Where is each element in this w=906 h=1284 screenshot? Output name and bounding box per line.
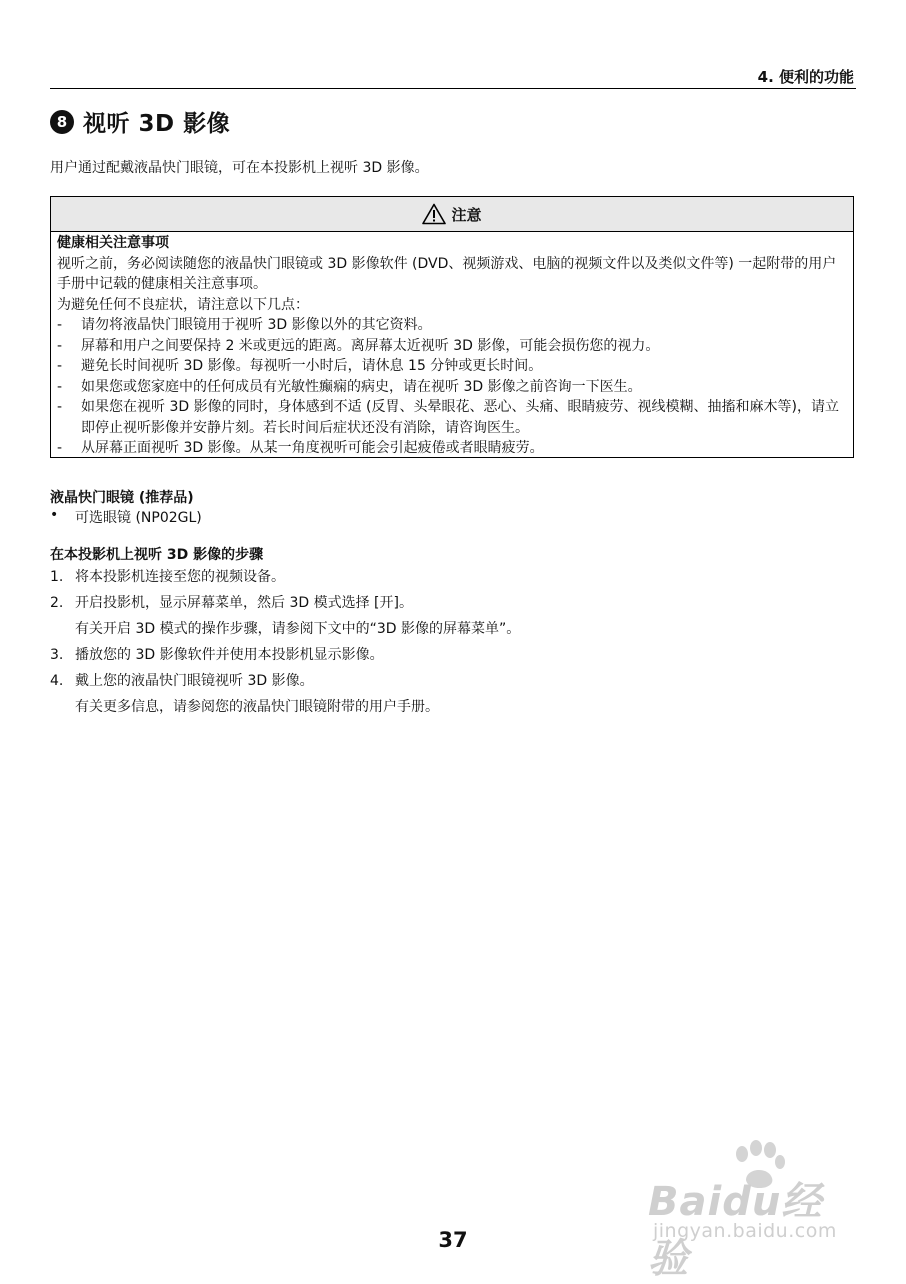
caution-box xyxy=(50,196,854,458)
caution-header xyxy=(51,197,853,232)
caution-heading: 注意 xyxy=(451,205,482,224)
title-text: 视听 3D 影像 xyxy=(83,111,231,137)
caution-item: - 请勿将液晶快门眼镜用于视听 3D 影像以外的其它资料。 xyxy=(57,315,847,336)
caution-body xyxy=(51,232,853,459)
glasses-list xyxy=(50,507,202,527)
caution-item: - 如果您或您家庭中的任何成员有光敏性癫痫的病史，请在视听 3D 影像之前咨询一下医生。 xyxy=(57,377,847,398)
intro-text: 用户通过配戴液晶快门眼镜，可在本投影机上视听 3D 影像。 xyxy=(50,160,429,176)
caution-item: - 从屏幕正面视听 3D 影像。从某一角度视听可能会引起疲倦或者眼睛疲劳。 xyxy=(57,438,847,459)
step-text: 将本投影机连接至您的视频设备。 xyxy=(75,569,285,585)
watermark-brand: Baidu经验 xyxy=(648,1179,823,1282)
step-text: 播放您的 3D 影像软件并使用本投影机显示影像。 xyxy=(75,647,384,663)
title-number-badge: 8 xyxy=(50,110,74,134)
step-item xyxy=(50,668,520,720)
watermark-url: jingyan.baidu.com xyxy=(653,1220,837,1242)
caution-item: - 如果您在视听 3D 影像的同时，身体感到不适 (反胃、头晕眼花、恶心、头痛、眼睛疲劳、视线模糊、抽搐和麻木等)，请立即停止视听影像并安静片刻。若长时间后症状还没有消除，请咨询医生。 xyxy=(57,397,847,438)
glasses-title: 液晶快门眼镜 (推荐品) xyxy=(50,490,194,506)
glasses-section xyxy=(50,487,202,527)
step-item xyxy=(50,564,520,590)
step-note: 有关开启 3D 模式的操作步骤，请参阅下文中的“3D 影像的屏幕菜单”。 xyxy=(75,621,521,637)
page-number: 37 xyxy=(438,1228,468,1252)
step-text: 开启投影机，显示屏幕菜单，然后 3D 模式选择 [开]。 xyxy=(75,595,413,611)
step-item xyxy=(50,590,520,642)
step-number: 4. xyxy=(50,673,64,689)
step-note: 有关更多信息，请参阅您的液晶快门眼镜附带的用户手册。 xyxy=(75,699,439,715)
caution-item: - 避免长时间视听 3D 影像。每视听一小时后，请休息 15 分钟或更长时间。 xyxy=(57,356,847,377)
step-number: 3. xyxy=(50,647,64,663)
step-text: 戴上您的液晶快门眼镜视听 3D 影像。 xyxy=(75,673,314,689)
page-title xyxy=(50,105,230,138)
caution-subhead: 健康相关注意事项 xyxy=(57,235,169,251)
header-section-title: 4. 便利的功能 xyxy=(757,68,854,86)
step-number: 1. xyxy=(50,569,64,585)
steps-list xyxy=(50,564,520,720)
step-item xyxy=(50,642,520,668)
caution-list xyxy=(57,315,847,459)
caution-lead: 为避免任何不良症状，请注意以下几点： xyxy=(57,296,309,313)
caution-paragraph: 视听之前，务必阅读随您的液晶快门眼镜或 3D 影像软件 (DVD、视频游戏、电脑的视频文件以及类似文件等) 一起附带的用户手册中记载的健康相关注意事项。 xyxy=(57,255,837,292)
step-number: 2. xyxy=(50,595,64,611)
warning-triangle-icon xyxy=(422,203,446,225)
caution-item: - 屏幕和用户之间要保持 2 米或更远的距离。离屏幕太近视听 3D 影像，可能会损伤您的视力。 xyxy=(57,336,847,357)
header-rule xyxy=(50,88,856,89)
steps-title: 在本投影机上视听 3D 影像的步骤 xyxy=(50,547,264,563)
glasses-item: • 可选眼镜 (NP02GL) xyxy=(50,507,202,527)
steps-section xyxy=(50,544,520,720)
